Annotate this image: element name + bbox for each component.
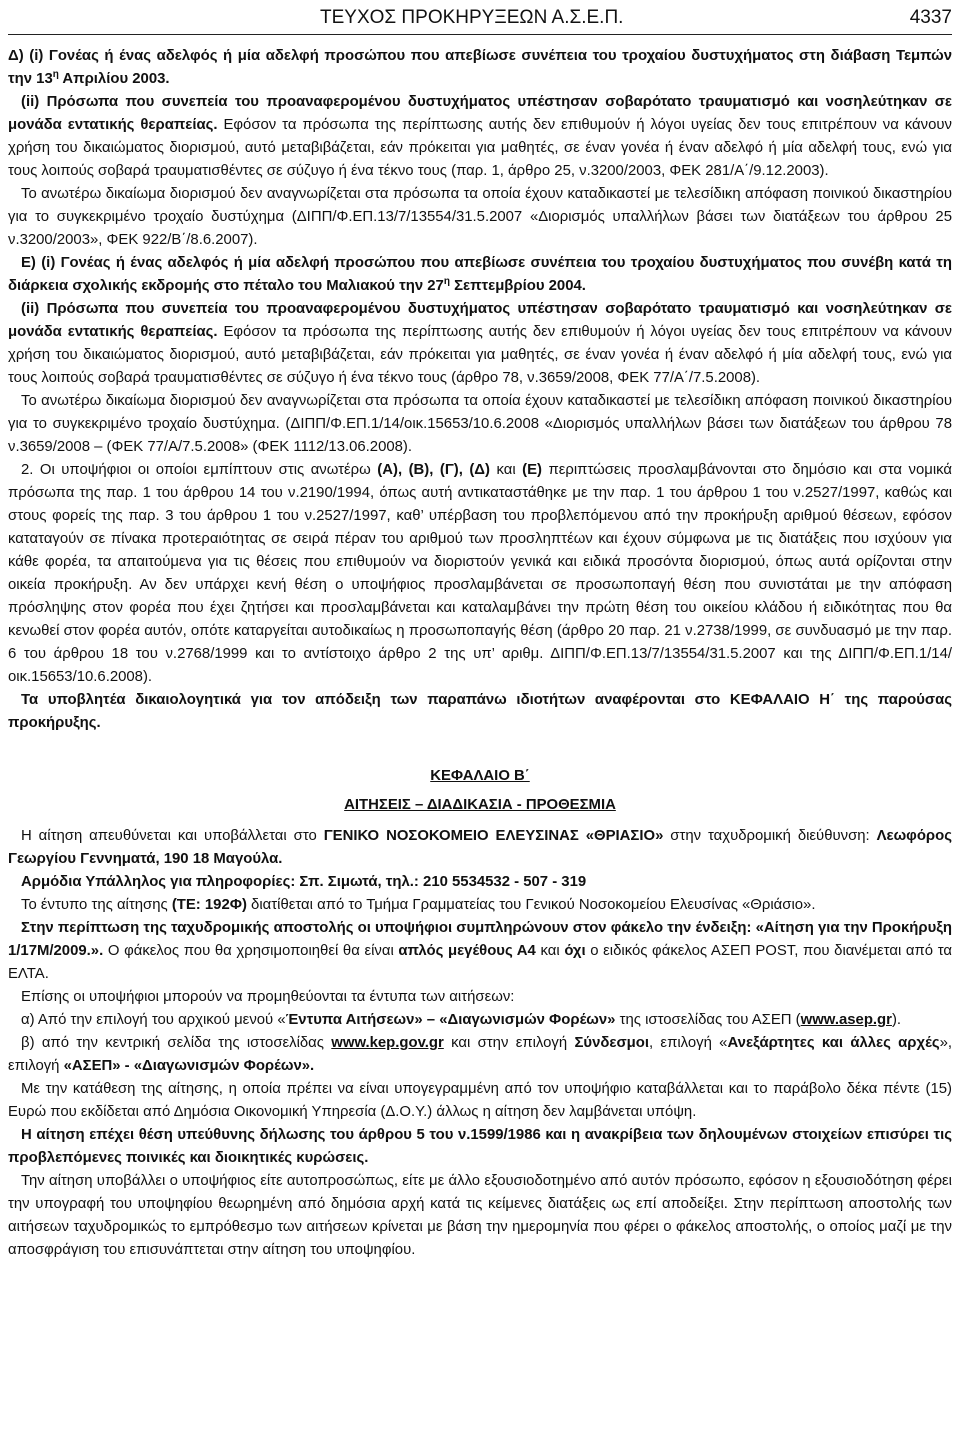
section-b-forms-intro: Επίσης οι υποψήφιοι μπορούν να προμηθεύονται τα έντυπα των αιτήσεων: xyxy=(21,989,515,1005)
page-header xyxy=(8,6,952,35)
section-b-form: Το έντυπο της αίτησης (ΤΕ: 192Φ) διατίθεται από το Τμήμα Γραμματείας του Γενικού Νοσοκομείου Ελευσίνας «Θριάσιο». xyxy=(21,897,816,913)
header-title: ΤΕΥΧΟΣ ΠΡΟΚΗΡΥΞΕΩΝ Α.Σ.Ε.Π. xyxy=(320,7,624,28)
kep-link[interactable]: www.kep.gov.gr xyxy=(331,1035,444,1051)
asep-link[interactable]: www.asep.gr xyxy=(800,1012,892,1028)
paragraph-d-heading: Δ) (i) Γονέας ή ένας αδελφός ή μία αδελφή προσώπου που απεβίωσε συνέπεια του τροχαίου δυστυχήματος στη διάβαση Τεμπών την $13^\eta$ Απριλίου 2003. xyxy=(8,48,952,87)
paragraph-2: 2. Οι υποψήφιοι οι οποίοι εμπίπτουν στις ανωτέρω (Α), (Β), (Γ), (Δ) και (Ε) περιπτώσεις προσλαμβάνονται στο δημόσιο και στα νομικά πρόσωπα της παρ. 1 του άρθρου 14 του ν.2190/1994, όπως αυτή αντικαταστάθηκε με την παρ. 1 του άρθρου 1 του ν.2527/1997, καθώς και στους φορείς της παρ. 3 του άρθρου 1 του ν.2527/1997, καθ’ υπέρβαση του προβλεπόμενου από την προκήρυξη αριθμού θέσεων, εφόσον καταταγούν σε πίνακα προτεραιότητας σε σειρά πέραν του αριθμού των προσληπτέων και έχουν σύμφωνα με τις διατάξεις που ισχύουν για κάθε φορέα, τα απαιτούμενα για τις θέσεις που επιθυμούν να διοριστούν γενικά και ειδικά προσόντα διορισμού, όπως αυτά ορίζονται στην οικεία προκήρυξη. Αν δεν υπάρχει κενή θέση ο υποψήφιος προσλαμβάνεται σε προσωποπαγή θέση που συνιστάται με την απόφαση πρόσληψης στον φορέα που έχει ζητήσει και προσλαμβάνεται και καταλαμβάνει την πρώτη θέση του οικείου κλάδου ή ειδικότητας που θα κενωθεί στον φορέα αυτόν, οπότε καταργείται αυτοδικαίως η προσωποπαγής θέση (άρθρο 20 παρ. 21 ν.2738/1999, σε συνδυασμό με την παρ. 6 του άρθρου 18 του ν.2768/1999 και το αντίστοιχο άρθρο 2 της υπ’ αριθμ. ΔΙΠΠ/Φ.ΕΠ.13/7/13554/31.5.2007 και της ΔΙΠΠ/Φ.ΕΠ.1/14/οικ.15653/10.6.2008). xyxy=(8,462,953,685)
document-body xyxy=(8,45,952,1262)
page-number: 4337 xyxy=(909,7,952,28)
paragraph-d-ii: (ii) Πρόσωπα που συνεπεία του προαναφερομένου δυστυχήματος υπέστησαν σοβαρότατο τραυματισμό και νοσηλεύτηκαν σε μονάδα εντατικής θεραπείας. Εφόσον τα πρόσωπα της περίπτωσης αυτής δεν επιθυμούν ή λόγοι υγείας δεν τους επιτρέπουν να κάνουν χρήση του δικαιώματος διορισμού, αυτό μεταβιβάζεται, εάν πρόκειται για μαθητές, σε έναν γονέα ή έναν αδελφό ή μία αδελφή τους, ενώ για τους λοιπούς σοβαρά τραυματισθέντες σε σύζυγο ή ένα τέκνο τους (παρ. 1, άρθρο 25, ν.3200/2003, ΦΕΚ 281/Α΄/9.12.2003). xyxy=(8,94,952,179)
section-b-submission-method: Την αίτηση υποβάλλει ο υποψήφιος είτε αυτοπροσώπως, είτε με άλλο εξουσιοδοτημένο από αυτόν πρόσωπο, εφόσον η εξουσιοδότηση φέρει την υπογραφή του υποψηφίου θεωρημένη από δημόσια αρχή κατά τις κείμενες διατάξεις ως επί αποδείξει. Στην περίπτωση αποστολής των αιτήσεων ταχυδρομικώς το εμπρόθεσμο των αιτήσεων κρίνεται με βάση την ημερομηνία που φέρει ο φάκελος αποστολής, ο οποίος μαζί με την αποσφράγιση του επισυνάπτεται στην αίτηση του υποψηφίου. xyxy=(8,1173,952,1258)
paragraph-e-ii: (ii) Πρόσωπα που συνεπεία του προαναφερομένου δυστυχήματος υπέστησαν σοβαρότατο τραυματισμό και νοσηλεύτηκαν σε μονάδα εντατικής θεραπείας. Εφόσον τα πρόσωπα της περίπτωσης αυτής δεν επιθυμούν ή λόγοι υγείας δεν τους επιτρέπουν να κάνουν χρήση του δικαιώματος διορισμού, αυτό μεταβιβάζεται, εάν πρόκειται για μαθητές, σε έναν γονέα ή έναν αδελφό ή μία αδελφή τους, ενώ για τους λοιπούς σοβαρά τραυματισθέντες σε σύζυγο ή ένα τέκνο τους (άρθρο 78, ν.3659/2008, ΦΕΚ 77/Α΄/7.5.2008). xyxy=(8,301,952,386)
section-b-fee: Με την κατάθεση της αίτησης, η οποία πρέπει να είναι υπογεγραμμένη από τον υποψήφιο καταβάλλεται και το παράβολο δέκα πέντε (15) Ευρώ που εκδίδεται από Δημόσια Οικονομική Υπηρεσία (Δ.Ο.Υ.) άλλως η αίτηση δεν λαμβάνεται υπόψη. xyxy=(8,1081,952,1120)
paragraph-e-right: Το ανωτέρω δικαίωμα διορισμού δεν αναγνωρίζεται στα πρόσωπα τα οποία έχουν καταδικαστεί με τελεσίδικη απόφαση ποινικού δικαστηρίου για το συγκεκριμένο τροχαίο δυστύχημα. (ΔΙΠΠ/Φ.ΕΠ.1/14/οικ.15653/10.6.2008 «Διορισμός υπαλλήλων βάσει των διατάξεων του άρθρου 78 ν.3659/2008 – (ΦΕΚ 77/Α/7.5.2008» (ΦΕΚ 1112/13.06.2008). xyxy=(8,393,952,455)
section-b-contact: Αρμόδια Υπάλληλος για πληροφορίες: Σπ. Σιμωτά, τηλ.: 210 5534532 - 507 - 319 xyxy=(21,874,587,890)
chapter-title: ΚΕΦΑΛΑΙΟ Β΄ xyxy=(430,768,530,784)
paragraph-e-heading: Ε) (i) Γονέας ή ένας αδελφός ή μία αδελφή προσώπου που απεβίωσε συνέπεια του τροχαίου δυστυχήματος που συνέβη κατά τη διάρκεια σχολικής εκδρομής στο πέταλο του Μαλιακού την $27^\eta$ Σεπτεμβρίου 2004. xyxy=(8,255,952,294)
chapter-subtitle: ΑΙΤΗΣΕΙΣ – ΔΙΑΔΙΚΑΣΙΑ - ΠΡΟΘΕΣΜΙΑ xyxy=(344,797,616,813)
section-b-postal: Στην περίπτωση της ταχυδρομικής αποστολής οι υποψήφιοι συμπληρώνουν στον φάκελο την ένδειξη: «Αίτηση για την Προκήρυξη 1/17Μ/2009.». Ο φάκελος που θα χρησιμοποιηθεί θα είναι απλός μεγέθους Α4 και όχι ο ειδικός φάκελος ΑΣΕΠ POST, που διανέμεται από τα ΕΛΤΑ. xyxy=(8,920,952,982)
section-b-option-b: β) από την κεντρική σελίδα της ιστοσελίδας www.kep.gov.gr και στην επιλογή Σύνδεσμοι, επιλογή «Ανεξάρτητες και άλλες αρχές», επιλογή «ΑΣΕΠ» - «Διαγωνισμών Φορέων». xyxy=(8,1035,952,1074)
section-b-submission: Η αίτηση απευθύνεται και υποβάλλεται στο ΓΕΝΙΚΟ ΝΟΣΟΚΟΜΕΙΟ ΕΛΕΥΣΙΝΑΣ «ΘΡΙΑΣΙΟ» στην ταχυδρομική διεύθυνση: Λεωφόρος Γεωργίου Γεννηματά, 190 18 Μαγούλα. xyxy=(8,828,952,867)
section-b-declaration: Η αίτηση επέχει θέση υπεύθυνης δήλωσης του άρθρου 5 του ν.1599/1986 και η ανακρίβεια των δηλουμένων στοιχείων επισύρει τις προβλεπόμενες ποινικές και διοικητικές κυρώσεις. xyxy=(8,1127,952,1166)
paragraph-d-right: Το ανωτέρω δικαίωμα διορισμού δεν αναγνωρίζεται στα πρόσωπα τα οποία έχουν καταδικαστεί με τελεσίδικη απόφαση ποινικού δικαστηρίου για το συγκεκριμένο τροχαίο δυστύχημα (ΔΙΠΠ/Φ.ΕΠ.13/7/13554/31.5.2007 «Διορισμός υπαλλήλων βάσει των διατάξεων του άρθρου 25 ν.3200/2003», ΦΕΚ 922/Β΄/8.6.2007). xyxy=(8,186,952,248)
section-b-option-a: α) Από την επιλογή του αρχικού μενού «Έντυπα Αιτήσεων» – «Διαγωνισμών Φορέων» της ιστοσελίδας του ΑΣΕΠ (www.asep.gr). xyxy=(21,1012,902,1028)
paragraph-docs: Τα υποβλητέα δικαιολογητικά για τον απόδειξη των παραπάνω ιδιοτήτων αναφέρονται στο ΚΕΦΑΛΑΙΟ Η΄ της παρούσας προκήρυξης. xyxy=(8,692,952,731)
